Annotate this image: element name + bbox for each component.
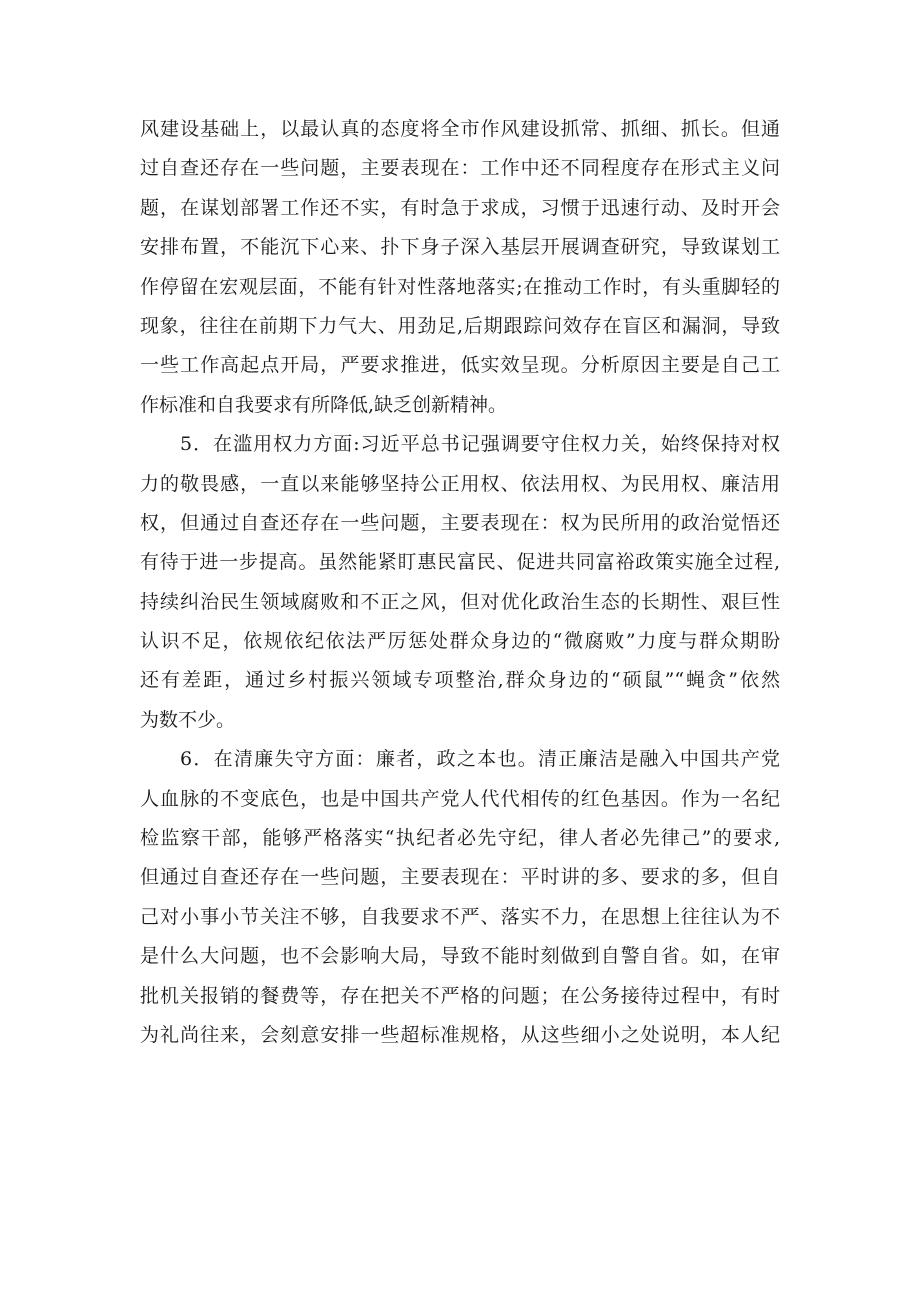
text-line: 但通过自查还存在一些问题，主要表现在：平时讲的多、要求的多，但自 (140, 866, 780, 889)
text-line: 风建设基础上，以最认真的态度将全市作风建设抓常、抓细、抓长。但通 (140, 118, 780, 140)
text-line: 人血脉的不变底色，也是中国共产党人代代相传的红色基因。作为一名纪 (140, 787, 780, 810)
text-line: 检监察干部，能够严格落实“执纪者必先守纪，律人者必先律己”的要求, (140, 827, 780, 850)
text-line: 为礼尚往来，会刻意安排一些超标准规格，从这些细小之处说明，本人纪 (140, 1023, 780, 1046)
paragraph-item-6 (140, 740, 780, 1055)
text-line: 作标准和自我要求有所降低,缺乏创新精神。 (140, 393, 508, 416)
document-body (140, 110, 780, 1055)
text-line: 是什么大问题，也不会影响大局，导致不能时刻做到自警自省。如，在审 (140, 945, 780, 968)
text-line: 现象，往往在前期下力气大、用劲足,后期跟踪问效存在盲区和漏洞，导致 (140, 314, 780, 337)
text-line: 安排布置，不能沉下心来、扑下身子深入基层开展调查研究，导致谋划工 (140, 236, 780, 259)
text-line: 认识不足，依规依纪依法严厉惩处群众身边的“微腐败”力度与群众期盼 (140, 630, 780, 653)
text-line: 为数不少。 (140, 708, 236, 731)
paragraph-item-5 (140, 425, 780, 740)
text-line: 6．在清廉失守方面：廉者，政之本也。清正廉洁是融入中国共产党 (180, 748, 780, 771)
paragraph-continuation (140, 110, 780, 425)
text-line: 持续纠治民生领域腐败和不正之风，但对优化政治生态的长期性、艰巨性 (140, 590, 780, 613)
text-line: 过自查还存在一些问题，主要表现在：工作中还不同程度存在形式主义问 (140, 157, 780, 180)
text-line: 力的敬畏感，一直以来能够坚持公正用权、依法用权、为民用权、廉洁用 (140, 472, 780, 495)
text-line: 还有差距，通过乡村振兴领域专项整治,群众身边的“硕鼠”“蝇贪”依然 (140, 669, 780, 692)
text-line: 作停留在宏观层面，不能有针对性落地落实;在推动工作时，有头重脚轻的 (140, 275, 780, 298)
text-line: 批机关报销的餐费等，存在把关不严格的问题；在公务接待过程中，有时 (140, 984, 780, 1007)
text-line: 己对小事小节关注不够，自我要求不严、落实不力，在思想上往往认为不 (140, 905, 780, 928)
text-line: 有待于进一步提高。虽然能紧盯惠民富民、促进共同富裕政策实施全过程, (140, 551, 780, 574)
text-line: 5．在滥用权力方面:习近平总书记强调要守住权力关，始终保持对权 (180, 433, 780, 456)
text-line: 权，但通过自查还存在一些问题，主要表现在：权为民所用的政治觉悟还 (140, 511, 780, 534)
text-line: 一些工作高起点开局，严要求推进，低实效呈现。分析原因主要是自己工 (140, 354, 780, 377)
text-line: 题，在谋划部署工作还不实，有时急于求成，习惯于迅速行动、及时开会 (140, 196, 780, 219)
